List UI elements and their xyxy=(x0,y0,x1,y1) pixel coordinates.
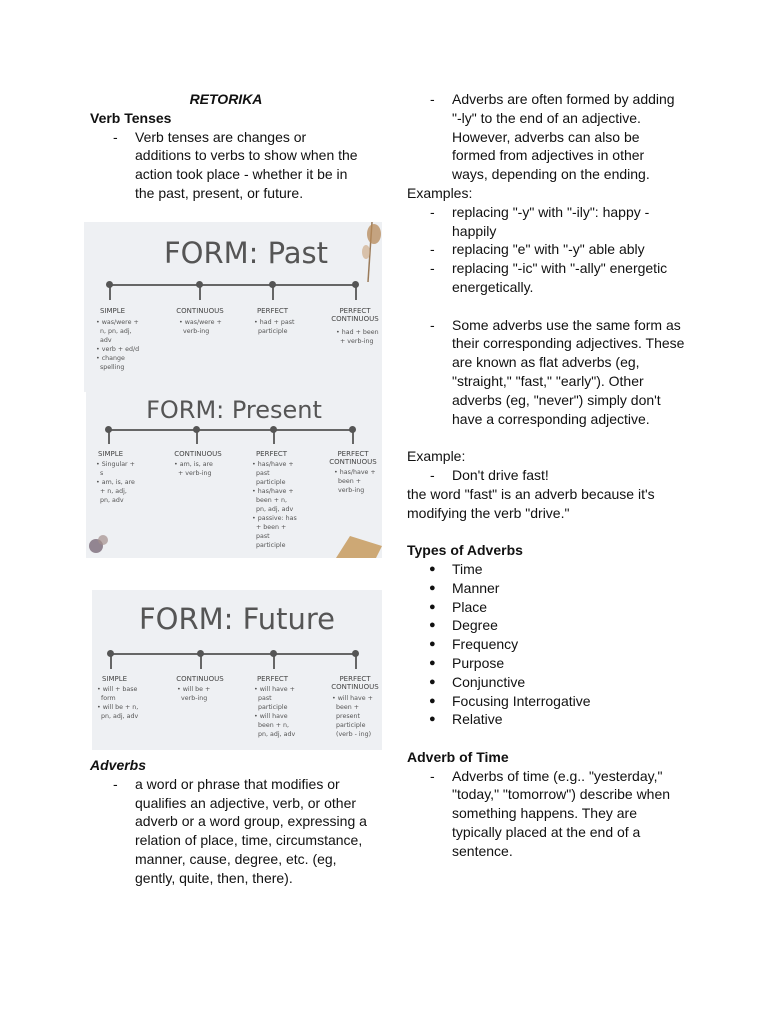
desc-line: past xyxy=(252,470,270,477)
col-label-perfect-continuous: PERFECT CONTINUOUS xyxy=(331,675,379,691)
timeline xyxy=(109,284,356,286)
col-label-simple: SIMPLE xyxy=(100,307,126,315)
document-title: RETORIKA xyxy=(189,91,263,107)
list-item: ● Place xyxy=(407,598,707,617)
col-label-perfect: PERFECT xyxy=(256,675,289,683)
desc-line: pn, adj, adv xyxy=(97,713,139,720)
wood-chip-decoration xyxy=(330,532,382,558)
desc-line: past xyxy=(252,533,270,540)
desc-line: been + n, xyxy=(252,497,288,504)
example-explanation: the word "fast" is an adverb because it's modifying the verb "drive." xyxy=(407,485,655,521)
col-desc xyxy=(174,460,213,478)
desc-line: present xyxy=(332,713,360,720)
col-desc xyxy=(177,685,210,703)
col-desc xyxy=(96,460,135,505)
col-desc xyxy=(336,328,379,346)
example-item: - replacing "e" with "-y" able ably xyxy=(407,240,682,259)
list-item: ● Degree xyxy=(407,616,707,635)
verb-tenses-definition: - Verb tenses are changes or additions to verbs to show when the action took place - whether it be in the past, present, or future. xyxy=(90,128,365,203)
timeline xyxy=(110,653,357,655)
desc-line: • has/have + xyxy=(252,488,294,495)
desc-line: s xyxy=(96,470,104,477)
flat-adverbs-note: - Some adverbs use the same form as their corresponding adjectives. These are known as flat adverbs (eg, "straight," "fast," "early"). Other adverbs (eg, "never") simply don't have a corresponding adjective. xyxy=(407,316,692,429)
timeline-dot xyxy=(270,650,277,657)
timeline-dot xyxy=(269,281,276,288)
list-item: ● Focusing Interrogative xyxy=(407,692,707,711)
col-label-continuous: CONTINUOUS xyxy=(174,450,222,458)
list-item: ● Manner xyxy=(407,579,707,598)
example-item: - replacing "-y" with "-ily": happy - happily xyxy=(407,203,672,241)
desc-line: participle xyxy=(254,328,288,335)
desc-line: • has/have + xyxy=(334,469,376,476)
panel-title: FORM: Present xyxy=(146,396,322,424)
panel-title: FORM: Future xyxy=(138,602,336,636)
desc-line: verb-ing xyxy=(334,487,365,494)
left-column xyxy=(90,90,390,203)
types-of-adverbs-list xyxy=(407,560,707,729)
timeline-dot xyxy=(196,281,203,288)
list-item: ● Relative xyxy=(407,710,707,729)
timeline-dot xyxy=(107,650,114,657)
desc-line: verb-ing xyxy=(177,695,208,702)
example-label: Example: xyxy=(407,448,466,465)
timeline xyxy=(108,429,354,431)
col-desc xyxy=(252,460,297,550)
list-item: ● Purpose xyxy=(407,654,707,673)
col-desc xyxy=(97,685,138,721)
desc-line: • am, is, are xyxy=(96,479,135,486)
desc-line: • will have xyxy=(254,713,288,720)
desc-line: (verb - ing) xyxy=(332,731,372,738)
desc-line: + been + xyxy=(252,524,287,531)
col-desc xyxy=(332,694,373,739)
timeline-dot xyxy=(352,281,359,288)
desc-line: adv xyxy=(96,337,112,344)
timeline-dot xyxy=(106,281,113,288)
list-item: ● Conjunctive xyxy=(407,673,707,692)
form-future-panel xyxy=(92,590,382,750)
desc-line: pn, adv xyxy=(96,497,124,504)
verb-tenses-heading: Verb Tenses xyxy=(90,109,172,126)
list-item: ● Time xyxy=(407,560,707,579)
col-label-perfect-continuous: PERFECT CONTINUOUS xyxy=(329,450,377,466)
col-desc xyxy=(334,468,376,495)
timeline-dot xyxy=(349,426,356,433)
desc-line: + verb-ing xyxy=(336,338,374,345)
desc-line: been + xyxy=(332,704,360,711)
desc-line: verb-ing xyxy=(179,328,210,335)
desc-line: • had + been xyxy=(336,329,379,336)
desc-line: • will have + xyxy=(254,686,295,693)
col-label-simple: SIMPLE xyxy=(102,675,128,683)
desc-line: • was/were + xyxy=(179,319,222,326)
desc-line: pn, adj, adv xyxy=(252,506,294,513)
list-item: ● Frequency xyxy=(407,635,707,654)
example-sentence: - Don't drive fast! xyxy=(407,466,707,485)
adverbs-heading: Adverbs xyxy=(90,757,147,773)
col-label-continuous: CONTINUOUS xyxy=(176,307,224,315)
desc-line: • am, is, are xyxy=(174,461,213,468)
desc-line: • will have + xyxy=(332,695,373,702)
left-column-adverbs xyxy=(90,756,390,888)
desc-line: pn, adj, adv xyxy=(254,731,296,738)
desc-line: • verb + ed/d xyxy=(96,346,140,353)
examples-label: Examples: xyxy=(407,184,473,201)
col-label-perfect: PERFECT xyxy=(255,450,288,458)
desc-line: past xyxy=(254,695,272,702)
ly-rule: - Adverbs are often formed by adding "-ly" to the end of an adjective. However, adverbs can also be formed from adjectives in other ways, depending on the ending. xyxy=(407,90,682,184)
col-desc xyxy=(254,685,295,739)
dried-flower-decoration xyxy=(86,530,114,558)
timeline-dot xyxy=(270,426,277,433)
desc-line: n, pn, adj, xyxy=(96,328,132,335)
desc-line: participle xyxy=(252,542,286,549)
desc-line: • will be + n, xyxy=(97,704,139,711)
col-label-perfect: PERFECT xyxy=(256,307,289,315)
desc-line: spelling xyxy=(96,364,125,371)
desc-line: • will be + xyxy=(177,686,211,693)
timeline-dot xyxy=(197,650,204,657)
desc-line: form xyxy=(97,695,116,702)
panel-title: FORM: Past xyxy=(163,236,329,270)
desc-line: + verb-ing xyxy=(174,470,212,477)
desc-line: • Singular + xyxy=(96,461,135,468)
desc-line: • had + past xyxy=(254,319,295,326)
col-label-perfect-continuous: PERFECT CONTINUOUS xyxy=(331,307,379,323)
adverb-of-time-definition: - Adverbs of time (e.g.. "yesterday," "today," "tomorrow") describe when something happens. They are typically placed at the end of a sentence. xyxy=(407,767,677,861)
desc-line: • was/were + xyxy=(96,319,139,326)
timeline-dot xyxy=(193,426,200,433)
adverbs-definition: - a word or phrase that modifies or qualifies an adjective, verb, or other adverb or a word group, expressing a relation of place, time, circumstance, manner, cause, degree, etc. (eg, gently, quite, then, there). xyxy=(90,775,367,888)
adverb-of-time-heading: Adverb of Time xyxy=(407,748,509,765)
col-label-simple: SIMPLE xyxy=(98,450,124,458)
right-column xyxy=(407,90,707,861)
form-present-panel xyxy=(86,392,382,558)
desc-line: • has/have + xyxy=(252,461,294,468)
desc-line: • change xyxy=(96,355,125,362)
timeline-dot xyxy=(352,650,359,657)
col-desc xyxy=(179,318,222,336)
timeline-dot xyxy=(105,426,112,433)
desc-line: participle xyxy=(254,704,288,711)
col-desc xyxy=(96,318,139,372)
form-past-panel xyxy=(84,222,382,392)
dried-flower-decoration xyxy=(354,222,382,282)
example-item: - replacing "-ic" with "-ally" energetic energetically. xyxy=(407,259,684,297)
desc-line: participle xyxy=(332,722,366,729)
col-desc xyxy=(254,318,294,336)
desc-line: participle xyxy=(252,479,286,486)
desc-line: • will + base xyxy=(97,686,138,693)
desc-line: been + n, xyxy=(254,722,290,729)
desc-line: been + xyxy=(334,478,362,485)
desc-line: • passive: has xyxy=(252,515,297,522)
desc-line: + n, adj, xyxy=(96,488,127,495)
types-of-adverbs-heading: Types of Adverbs xyxy=(407,542,523,559)
col-label-continuous: CONTINUOUS xyxy=(176,675,224,683)
